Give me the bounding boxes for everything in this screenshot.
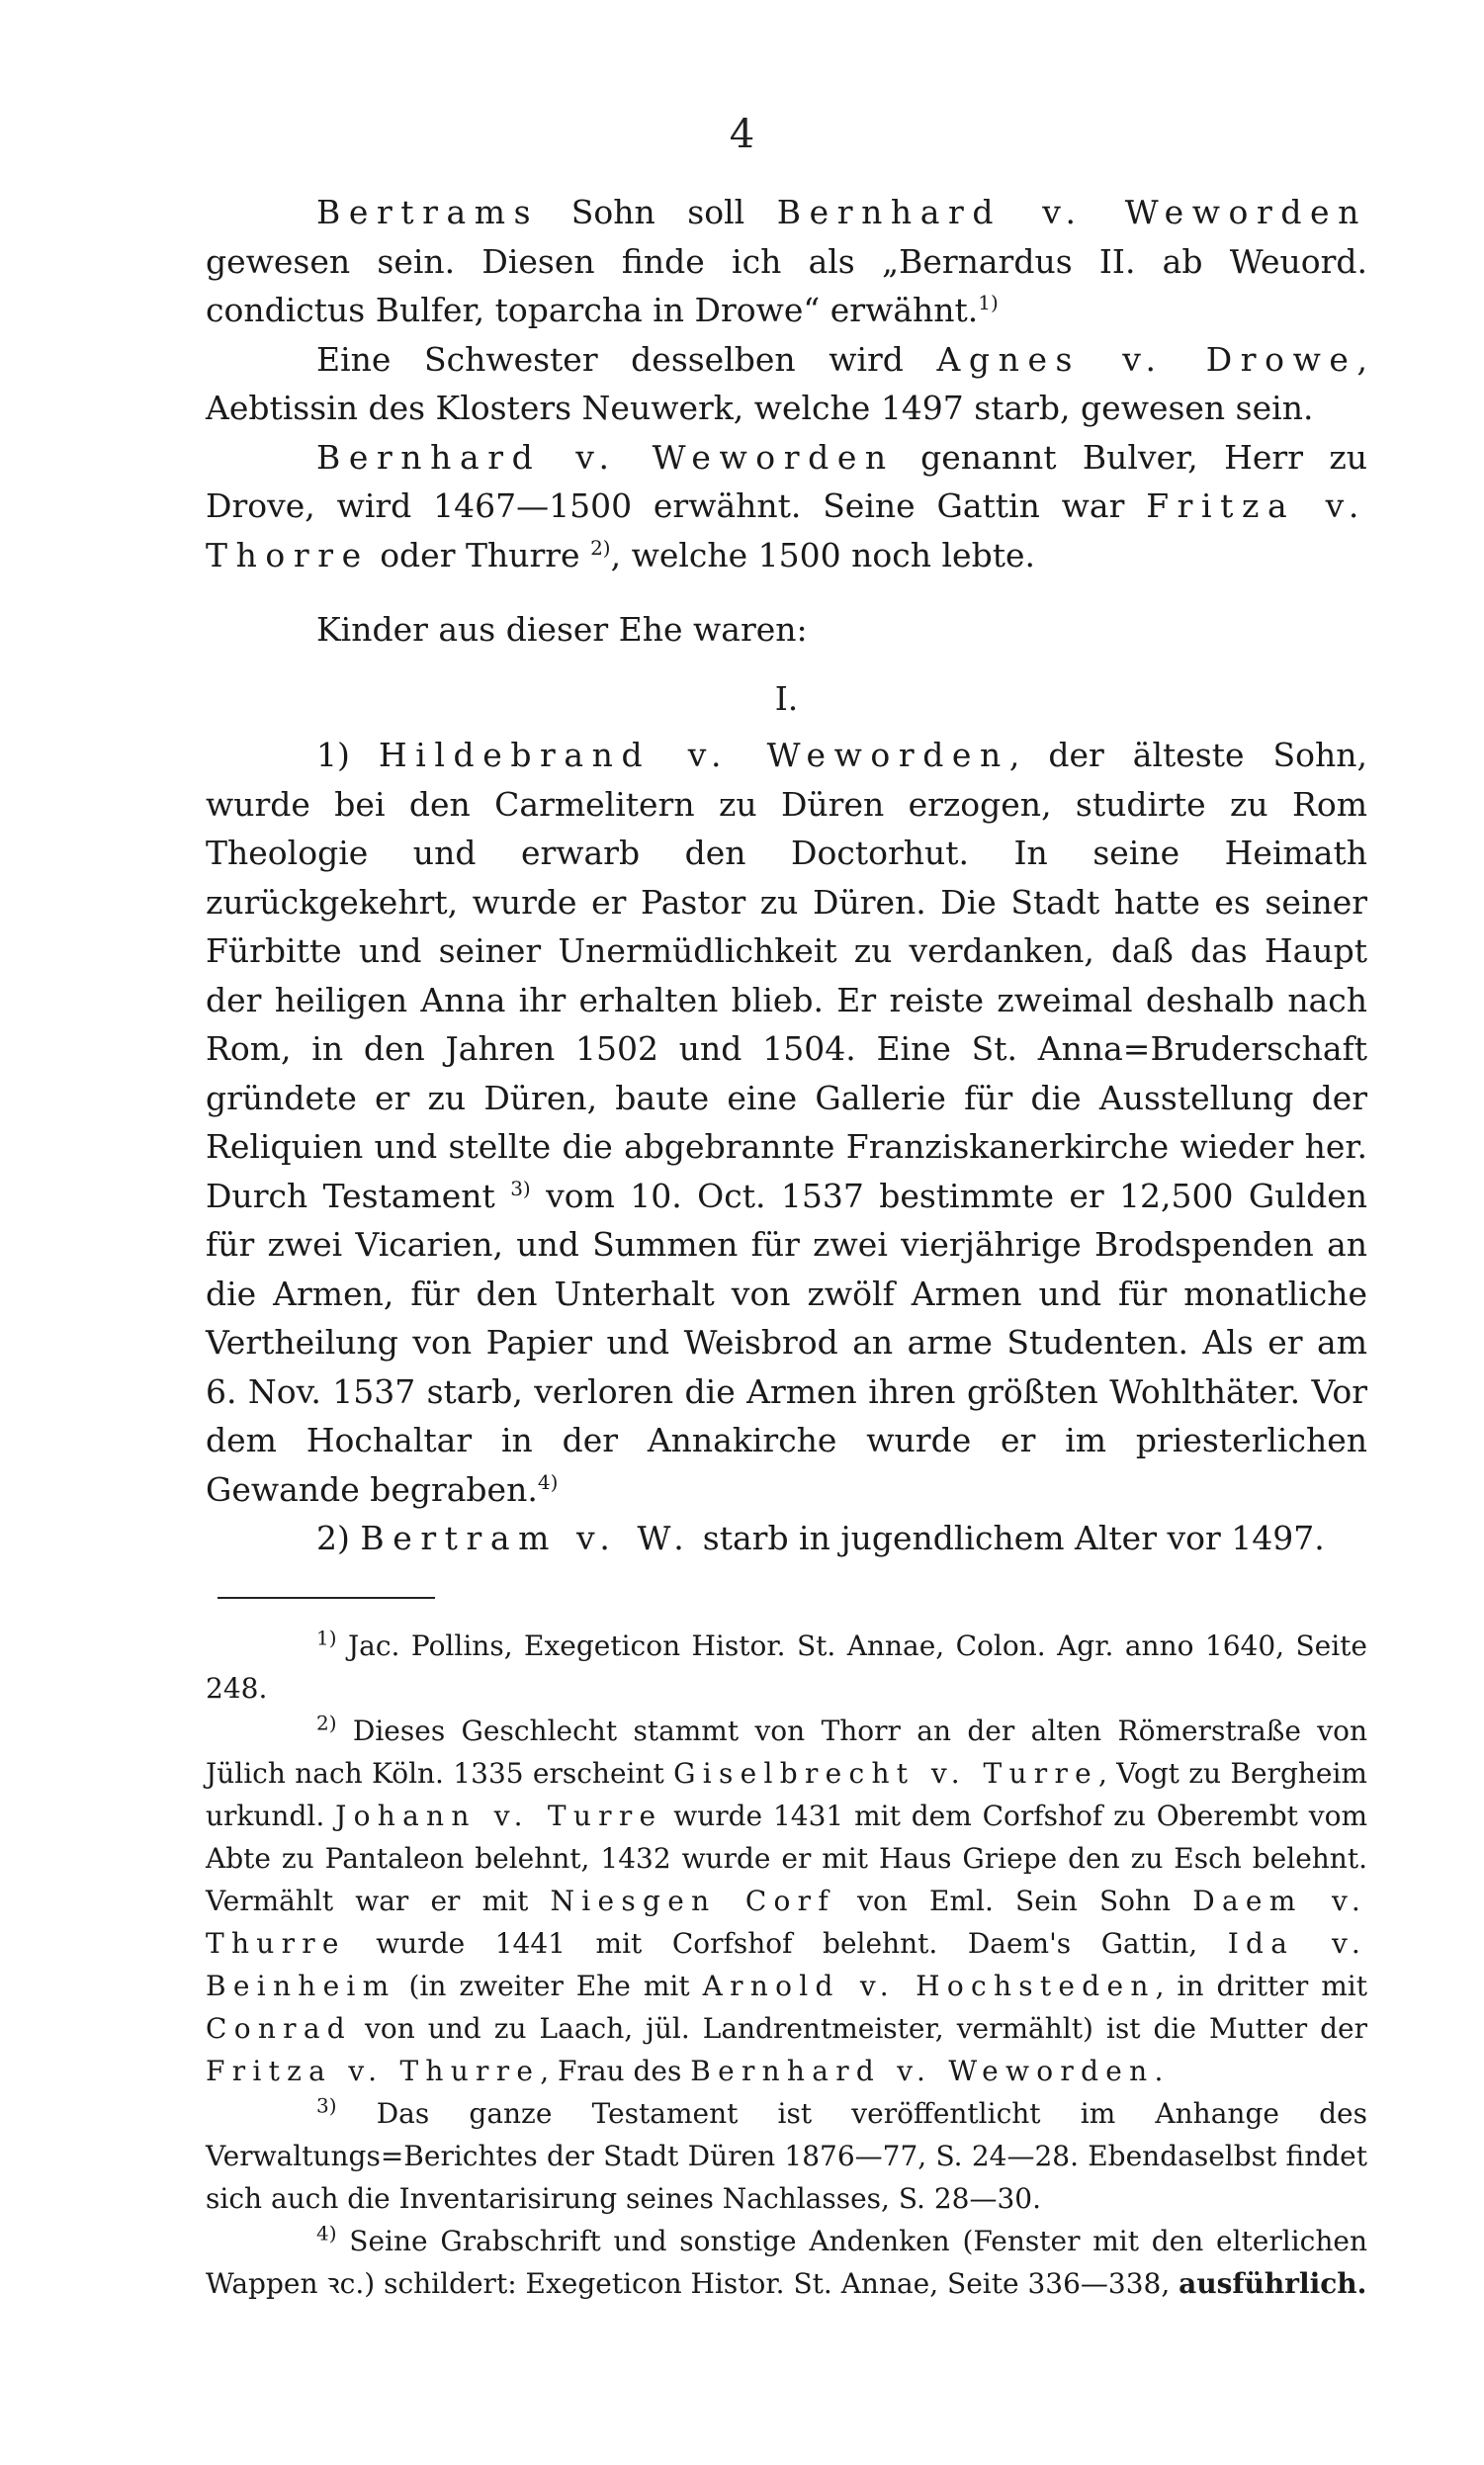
text-run: wurde 1441 mit Corfshof belehnt. Daem's Gattin, [345, 1926, 1228, 1960]
name-bernhard: Bernhard v. Weworden [690, 2054, 1155, 2087]
name-bernhard: Bernhard v. Weworden [316, 437, 895, 477]
text-run: oder Thurre [369, 535, 591, 574]
name-hildebrand: Hildebrand v. Weworden [378, 736, 1009, 774]
spacer [206, 1563, 1367, 1597]
text-run: Eine Schwester desselben wird [316, 339, 937, 379]
paragraph-bernhard-bulver [206, 433, 1367, 580]
text-run: gewesen sein. Diesen finde ich als „Bernardus II. ab Weuord. condictus Bulfer, toparcha in Drowe“ erwähnt. [206, 241, 1367, 329]
text-run: Das ganze Testament ist veröffentlicht im Anhange des Verwaltungs=Berichtes der Stadt Düren 1876—77, S. 24—28. Ebendaselbst findet sich auch die Inventarisirung seines Nachlasses, S. 28—30. [206, 2096, 1367, 2215]
text-run: , in dritter mit [1155, 1969, 1367, 2002]
text-run: . [1154, 2054, 1164, 2087]
footnote-4 [206, 2220, 1367, 2305]
page-number: 4 [729, 112, 755, 157]
paragraph-children-intro: Kinder aus dieser Ehe waren: [316, 610, 808, 649]
paragraph-hildebrand [206, 731, 1367, 1514]
text-run: Jac. Pollins, Exegeticon Histor. St. Annae, Colon. Agr. anno 1640, Seite 248. [206, 1629, 1367, 1705]
text-run: 1) [316, 736, 379, 774]
footnote-mark: 3) [316, 2093, 337, 2118]
name-fritza: Fritza v. Thurre [206, 2054, 541, 2087]
text-run: wurde 1431 mit dem Corfshof zu Oberembt vom Abte zu Pantaleon belehnt, 1432 wurde er mit Haus Griepe den zu Esch belehnt. Vermählt war er mit [206, 1799, 1368, 1917]
text-run: vom 10. Oct. 1537 bestimmte er 12,500 Gulden für zwei Vicarien, und Summen für zwei vierjährige Brodspenden an die Armen, für den Unterhalt von zwölf Armen und für monatliche Vertheilung von Papier und Weisbrod an arme Studenten. Als er am 6. Nov. 1537 starb, verloren die Armen ihren größten Wohlthäter. Vor dem Hochaltar in der Annakirche wurde er im priesterlichen Gewande begraben. [206, 1176, 1367, 1509]
footnote-3 [206, 2092, 1367, 2220]
text-run: Sohn soll [539, 193, 777, 231]
paragraph-agnes [206, 335, 1367, 433]
name-fritza: Fritza v. Thorre [206, 486, 1367, 574]
name-bertram: Bertrams [316, 193, 540, 231]
text-run: von Eml. Sein Sohn [835, 1884, 1193, 1917]
text-run: , Vogt zu Bergheim urkundl. [206, 1756, 1367, 1832]
footnote-mark: 2) [316, 1711, 337, 1735]
text-run: (in zweiter Ehe mit [395, 1969, 703, 2002]
paragraph-bertram-w [206, 1514, 1367, 1563]
footnote-2 [206, 1710, 1367, 2092]
section-heading: I. [774, 678, 799, 718]
footnote-ref-1: 1) [978, 291, 999, 314]
name-conrad: Conrad [206, 2011, 352, 2045]
text-run: von und zu Laach, jül. Landrentmeister, vermählt) ist die Mutter der [352, 2011, 1367, 2045]
text-run: Dieses Geschlecht stammt von Thorr an der alten Römerstraße von Jülich nach Köln. 1335 erscheint [206, 1714, 1367, 1790]
name-bernhard: Bernhard v. Weworden [776, 193, 1367, 231]
footnote-divider [218, 1597, 435, 1599]
name-bertram-w: Bertram v. W. [360, 1519, 693, 1557]
footnotes [206, 1625, 1367, 2305]
footnote-ref-2: 2) [590, 535, 611, 560]
main-text [206, 188, 1367, 2305]
text-run: , welche 1500 noch lebte. [610, 535, 1035, 574]
text-run: genannt Bulver, Herr zu Drove, wird 1467—1500 erwähnt. Seine Gattin war [206, 437, 1367, 525]
name-arnold: Arnold v. Hochsteden [702, 1969, 1156, 2002]
text-run: 2) [316, 1519, 361, 1557]
footnote-ref-3: 3) [510, 1176, 531, 1200]
footnote-mark: 1) [316, 1626, 337, 1650]
name-agnes: Agnes v. Drowe [936, 339, 1357, 379]
footnote-mark: 4) [316, 2221, 337, 2245]
text-run: , Frau des [540, 2054, 691, 2087]
paragraph-bertram-son [206, 188, 1367, 335]
text-run: , Aebtissin des Klosters Neuwerk, welche 1497 starb, gewesen sein. [206, 339, 1368, 427]
emphasis-ausfuehrlich: ausführlich. [1178, 2266, 1367, 2300]
name-daem: Daem v. Thurre [206, 1884, 1368, 1960]
text-run: Seine Grabschrift und sonstige Andenken (Fenster mit den elterlichen Wappen ꝛc.) schildert: Exegeticon Histor. St. Annae, Seite 336—338, [206, 2224, 1367, 2300]
name-niesgen: Niesgen Corf [550, 1884, 835, 1917]
footnote-ref-4: 4) [537, 1469, 559, 1494]
text-run: , der älteste Sohn, wurde bei den Carmelitern zu Düren erzogen, studirte zu Rom Theologie und erwarb den Doctorhut. In seine Heimath zurückgekehrt, wurde er Pastor zu Düren. Die Stadt hatte es seiner Fürbitte und seiner Unermüdlichkeit zu verdanken, daß das Haupt der heiligen Anna ihr erhalten blieb. Er reiste zweimal deshalb nach Rom, in den Jahren 1502 und 1504. Eine St. Anna=Bruderschaft gründete er zu Düren, baute eine Gallerie für die Ausstellung der Reliquien und stellte die abgebrannte Franziskanerkirche wieder her. Durch Testament [206, 736, 1367, 1215]
name-ida: Ida v. Beinheim [206, 1926, 1368, 2002]
name-giselbrecht: Giselbrecht v. Turre [673, 1756, 1098, 1790]
footnote-1 [206, 1625, 1367, 1710]
name-johann: Johann v. Turre [335, 1799, 663, 1832]
text-run: starb in jugendlichem Alter vor 1497. [692, 1519, 1325, 1557]
